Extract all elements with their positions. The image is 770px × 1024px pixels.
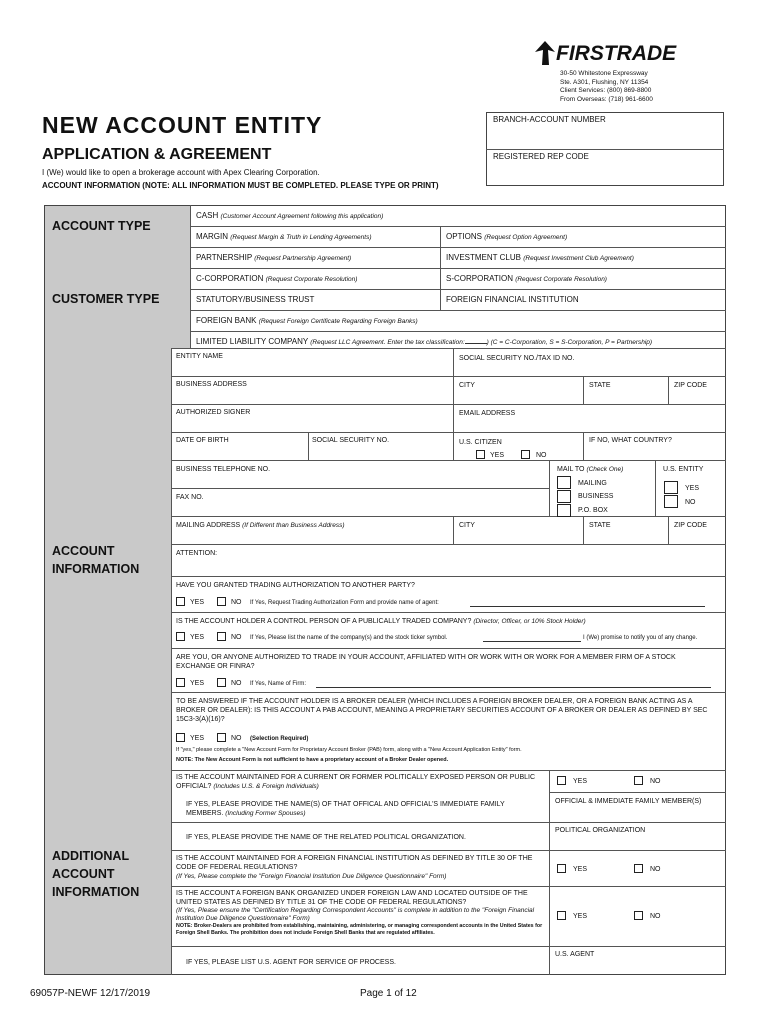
q3-yes-label: YES [190, 680, 205, 687]
type-options-note: (Request Option Agreement) [484, 234, 568, 241]
fb-note: NOTE: Broker-Dealers are prohibited from establishing, maintaining, administering, or managing correspondent accounts in the United States for Foreign Shell Banks. The prohibition does not include Foreign Shell Banks that are regulated affiliates. [176, 923, 543, 936]
foreign-bank-question [176, 889, 544, 937]
tax-id-field[interactable]: SOCIAL SECURITY NO./TAX ID NO. [459, 355, 575, 362]
type-llc[interactable] [196, 336, 652, 348]
fax-field[interactable]: FAX NO. [176, 494, 204, 501]
pep-names-question [186, 800, 542, 818]
q2-yes-label: YES [190, 634, 205, 641]
q2-control-person [176, 617, 586, 626]
type-business-trust[interactable]: STATUTORY/BUSINESS TRUST [196, 295, 315, 304]
type-foreign-bank[interactable] [196, 316, 418, 327]
type-c-corp-note: (Request Corporate Resolution) [265, 276, 358, 283]
mail-to-po-box-checkbox[interactable] [557, 504, 571, 517]
business-state-field[interactable]: STATE [589, 382, 611, 389]
mailing-city-field[interactable]: CITY [459, 522, 475, 529]
business-zip-field[interactable]: ZIP CODE [674, 382, 707, 389]
ffi-yes-label: YES [573, 866, 588, 873]
type-llc-note: (Request LLC Agreement. Enter the tax classification: [310, 339, 465, 346]
ffi-no-checkbox[interactable] [634, 864, 643, 873]
type-cash-label: CASH [196, 211, 219, 220]
q4-note: If "yes," please complete a "New Account Form for Proprietary Account Broker (PAB) form, along with a "New Account Application Entity" form. [176, 747, 522, 753]
us-entity-no-label: NO [685, 499, 696, 506]
firstrade-logo [533, 40, 677, 68]
pep-no-label: NO [650, 778, 661, 785]
business-address-field[interactable]: BUSINESS ADDRESS [176, 381, 247, 388]
pep-yes-checkbox[interactable] [557, 776, 566, 785]
q3-yes-checkbox[interactable] [176, 678, 185, 687]
agent-question: IF YES, PLEASE LIST U.S. AGENT FOR SERVICE OF PROCESS. [186, 959, 396, 966]
q1-no-checkbox[interactable] [217, 597, 226, 606]
mail-to-label [557, 465, 623, 474]
additional-heading-3: INFORMATION [52, 885, 140, 899]
q3-no-label: NO [231, 680, 242, 687]
pep-org-question: IF YES, PLEASE PROVIDE THE NAME OF THE RELATED POLITICAL ORGANIZATION. [186, 834, 466, 841]
q1-no-label: NO [231, 599, 242, 606]
ssn-field[interactable]: SOCIAL SECURITY NO. [312, 437, 390, 444]
mail-to-mailing-label: MAILING [578, 480, 607, 487]
notice-text: ACCOUNT INFORMATION (NOTE: ALL INFORMATION MUST BE COMPLETED. PLEASE TYPE OR PRINT) [42, 181, 439, 190]
type-llc-note-2: ) (C = C-Corporation, S = S-Corporation, P = Partnership) [486, 339, 653, 346]
type-foreign-financial-institution[interactable]: FOREIGN FINANCIAL INSTITUTION [446, 295, 579, 304]
q3-firm-name-field[interactable] [316, 687, 711, 688]
q2-text: IS THE ACCOUNT HOLDER A CONTROL PERSON OF A PUBLICALLY TRADED COMPANY? [176, 618, 472, 625]
us-citizen-label: U.S. CITIZEN [459, 439, 502, 446]
ffi-text: IS THE ACCOUNT MAINTAINED FOR A FOREIGN FINANCIAL INSTITUTION AS DEFINED BY TITLE 30 OF THE CODE OF FEDERAL REGULATIONS? [176, 855, 533, 871]
type-partnership[interactable] [196, 253, 351, 264]
fb-yes-checkbox[interactable] [557, 911, 566, 920]
additional-heading-2: ACCOUNT [52, 867, 115, 881]
firm-address [560, 70, 653, 104]
type-margin-label: MARGIN [196, 232, 228, 241]
type-options-label: OPTIONS [446, 232, 483, 241]
customer-type-heading: CUSTOMER TYPE [52, 292, 160, 306]
q4-yes-checkbox[interactable] [176, 733, 185, 742]
client-services: Client Services: (800) 869-8800 [560, 87, 652, 94]
type-c-corporation[interactable] [196, 274, 357, 285]
q2-no-label: NO [231, 634, 242, 641]
us-citizen-yes-checkbox[interactable] [476, 450, 485, 459]
ffi-question [176, 854, 544, 881]
form-id: 69057P-NEWF 12/17/2019 [30, 988, 151, 999]
pep-text: IS THE ACCOUNT MAINTAINED FOR A CURRENT OR FORMER POLITICALLY EXPOSED PERSON OR PUBLIC OFFICIAL? [176, 774, 536, 790]
fb-no-label: NO [650, 913, 661, 920]
business-phone-field[interactable]: BUSINESS TELEPHONE NO. [176, 466, 271, 473]
us-entity-yes-label: YES [685, 485, 700, 492]
type-foreign-bank-note: (Request Foreign Certificate Regarding Foreign Banks) [258, 318, 418, 325]
q4-pab-account: TO BE ANSWERED IF THE ACCOUNT HOLDER IS A BROKER DEALER (WHICH INCLUDES A FOREIGN BROKER DEALER, OR A FOREIGN BANK ACTING AS A BROKER OR DEALER): IS THIS ACCOUNT A PAB ACCOUNT, MEANING A PROPRIETARY SECURITIES ACCOUNT OF A BROKER OR DEALER AS DEFINED BY SEC 15C3-3(A)(16)? [176, 698, 708, 723]
q4-no-label: NO [231, 735, 242, 742]
q4-selection-required: (Selection Required) [250, 736, 309, 742]
q2-sub: (Director, Officer, or 10% Stock Holder) [473, 618, 586, 625]
mailing-state-field[interactable]: STATE [589, 522, 611, 529]
q3-no-checkbox[interactable] [217, 678, 226, 687]
mailing-address-label: MAILING ADDRESS [176, 522, 241, 529]
mailing-address-note: (If Different than Business Address) [242, 522, 345, 529]
pep-yes-label: YES [573, 778, 588, 785]
political-org-field[interactable]: POLITICAL ORGANIZATION [555, 827, 646, 834]
page-title: NEW ACCOUNT ENTITY [42, 112, 323, 138]
q4-note-2: NOTE: The New Account Form is not sufficient to have a proprietary account of a Broker Dealer opened. [176, 757, 449, 763]
pep-names-sub: (Including Former Spouses) [225, 810, 306, 817]
type-options[interactable] [446, 232, 567, 243]
us-entity-yes-checkbox[interactable] [664, 481, 678, 494]
ffi-yes-checkbox[interactable] [557, 864, 566, 873]
type-investment-club[interactable] [446, 253, 634, 264]
overseas-phone: From Overseas: (718) 961-6600 [560, 95, 653, 103]
fb-text: IS THE ACCOUNT A FOREIGN BANK ORGANIZED UNDER FOREIGN LAW AND LOCATED OUTSIDE OF THE UNITED STATES AS DEFINED BY TITLE 31 OF THE CODE OF FEDERAL REGULATIONS? [176, 890, 528, 906]
mail-to-text: MAIL TO [557, 466, 585, 473]
arrow-logo-icon [533, 40, 557, 66]
q1-note: If Yes, Request Trading Authorization Form and provide name of agent: [250, 600, 439, 606]
q3-affiliation: ARE YOU, OR ANYONE AUTHORIZED TO TRADE IN YOUR ACCOUNT, AFFILIATED WITH OR WORK WITH OR WORK FOR A MEMBER FIRM OF A STOCK EXCHANGE OR FINRA? [176, 654, 676, 670]
rep-code-label: REGISTERED REP CODE [493, 152, 589, 161]
business-city-field[interactable]: CITY [459, 382, 475, 389]
type-investment-club-label: INVESTMENT CLUB [446, 253, 521, 262]
fb-sub: (If Yes, Please ensure the "Certification Regarding Correspondent Accounts" is complete in addition to the "Foreign Financial Institution Due Diligence Questionnaire" Form) [176, 907, 535, 922]
q1-yes-checkbox[interactable] [176, 597, 185, 606]
type-investment-club-note: (Request Investment Club Agreement) [523, 255, 634, 262]
pep-question [176, 773, 544, 791]
type-c-corp-label: C-CORPORATION [196, 274, 264, 283]
pep-names-text: IF YES, PLEASE PROVIDE THE NAME(S) OF THAT OFFICAL AND OFFICIAL'S IMMEDIATE FAMILY MEMBERS. [186, 801, 505, 817]
account-info-heading-1: ACCOUNT [52, 544, 115, 558]
attention-field[interactable]: ATTENTION: [176, 550, 218, 557]
mail-to-business-checkbox[interactable] [557, 490, 571, 503]
q3-note: If Yes, Name of Firm: [250, 681, 307, 687]
fb-no-checkbox[interactable] [634, 911, 643, 920]
email-field[interactable]: EMAIL ADDRESS [459, 410, 516, 417]
mailing-address-field[interactable] [176, 521, 345, 530]
type-cash-note: (Customer Account Agreement following this application) [220, 213, 384, 220]
type-partnership-note: (Request Partnership Agreement) [254, 255, 352, 262]
authorized-signer-field[interactable]: AUTHORIZED SIGNER [176, 409, 251, 416]
us-citizen-no-checkbox[interactable] [521, 450, 530, 459]
type-partnership-label: PARTNERSHIP [196, 253, 253, 262]
pep-no-checkbox[interactable] [634, 776, 643, 785]
page-subtitle: APPLICATION & AGREEMENT [42, 146, 272, 163]
us-citizen-no-label: NO [536, 452, 547, 459]
country-field[interactable]: IF NO, WHAT COUNTRY? [589, 437, 672, 444]
pep-family-field[interactable]: OFFICIAL & IMMEDIATE FAMILY MEMBER(S) [555, 798, 702, 805]
q1-yes-label: YES [190, 599, 205, 606]
mail-to-po-box-label: P.O. BOX [578, 507, 608, 514]
type-s-corp-note: (Request Corporate Resolution) [515, 276, 607, 283]
q2-promise: I (We) promise to notify you of any change. [583, 635, 698, 641]
us-agent-field[interactable]: U.S. AGENT [555, 951, 595, 958]
us-entity-no-checkbox[interactable] [664, 495, 678, 508]
us-entity-label: U.S. ENTITY [663, 466, 704, 473]
mail-to-business-label: BUSINESS [578, 493, 614, 500]
q2-company-field[interactable] [483, 641, 581, 642]
q1-trading-authorization: HAVE YOU GRANTED TRADING AUTHORIZATION TO ANOTHER PARTY? [176, 582, 415, 589]
page-number: Page 1 of 12 [360, 988, 417, 999]
type-s-corp-label: S-CORPORATION [446, 274, 513, 283]
q4-yes-label: YES [190, 735, 205, 742]
ffi-sub: (If Yes, Please complete the "Foreign Financial Institution Due Diligence Questionnaire" Form) [176, 873, 447, 880]
ffi-no-label: NO [650, 866, 661, 873]
account-info-heading-2: INFORMATION [52, 562, 140, 576]
type-margin-note: (Request Margin & Truth in Lending Agreements) [230, 234, 372, 241]
us-citizen-yes-label: YES [490, 452, 505, 459]
llc-tax-class-field[interactable] [465, 336, 487, 344]
q2-no-checkbox[interactable] [217, 632, 226, 641]
type-cash[interactable] [196, 211, 383, 222]
type-margin[interactable] [196, 232, 372, 243]
entity-name-field[interactable]: ENTITY NAME [176, 353, 223, 360]
mail-to-mailing-checkbox[interactable] [557, 476, 571, 489]
q1-agent-name-field[interactable] [470, 606, 705, 607]
type-s-corporation[interactable] [446, 274, 607, 285]
check-one-note: (Check One) [586, 466, 624, 473]
additional-heading-1: ADDITIONAL [52, 849, 130, 863]
q2-note: If Yes, Please list the name of the company(s) and the stock ticker symbol. [250, 635, 448, 641]
fb-yes-label: YES [573, 913, 588, 920]
address-line-2: Ste. A301, Flushing, NY 11354 [560, 78, 649, 86]
branch-account-label: BRANCH-ACCOUNT NUMBER [493, 115, 606, 124]
q2-yes-checkbox[interactable] [176, 632, 185, 641]
intro-text: I (We) would like to open a brokerage account with Apex Clearing Corporation. [42, 168, 320, 177]
pep-sub: (Includes U.S. & Foreign Individuals) [213, 783, 319, 790]
address-line-1: 30-50 Whitestone Expressway [560, 70, 648, 77]
account-type-heading: ACCOUNT TYPE [52, 219, 151, 233]
type-llc-label: LIMITED LIABILITY COMPANY [196, 337, 309, 346]
dob-field[interactable]: DATE OF BIRTH [176, 437, 229, 444]
type-foreign-bank-label: FOREIGN BANK [196, 316, 257, 325]
logo-text: FIRSTRADE [556, 42, 677, 65]
q4-no-checkbox[interactable] [217, 733, 226, 742]
mailing-zip-field[interactable]: ZIP CODE [674, 522, 707, 529]
